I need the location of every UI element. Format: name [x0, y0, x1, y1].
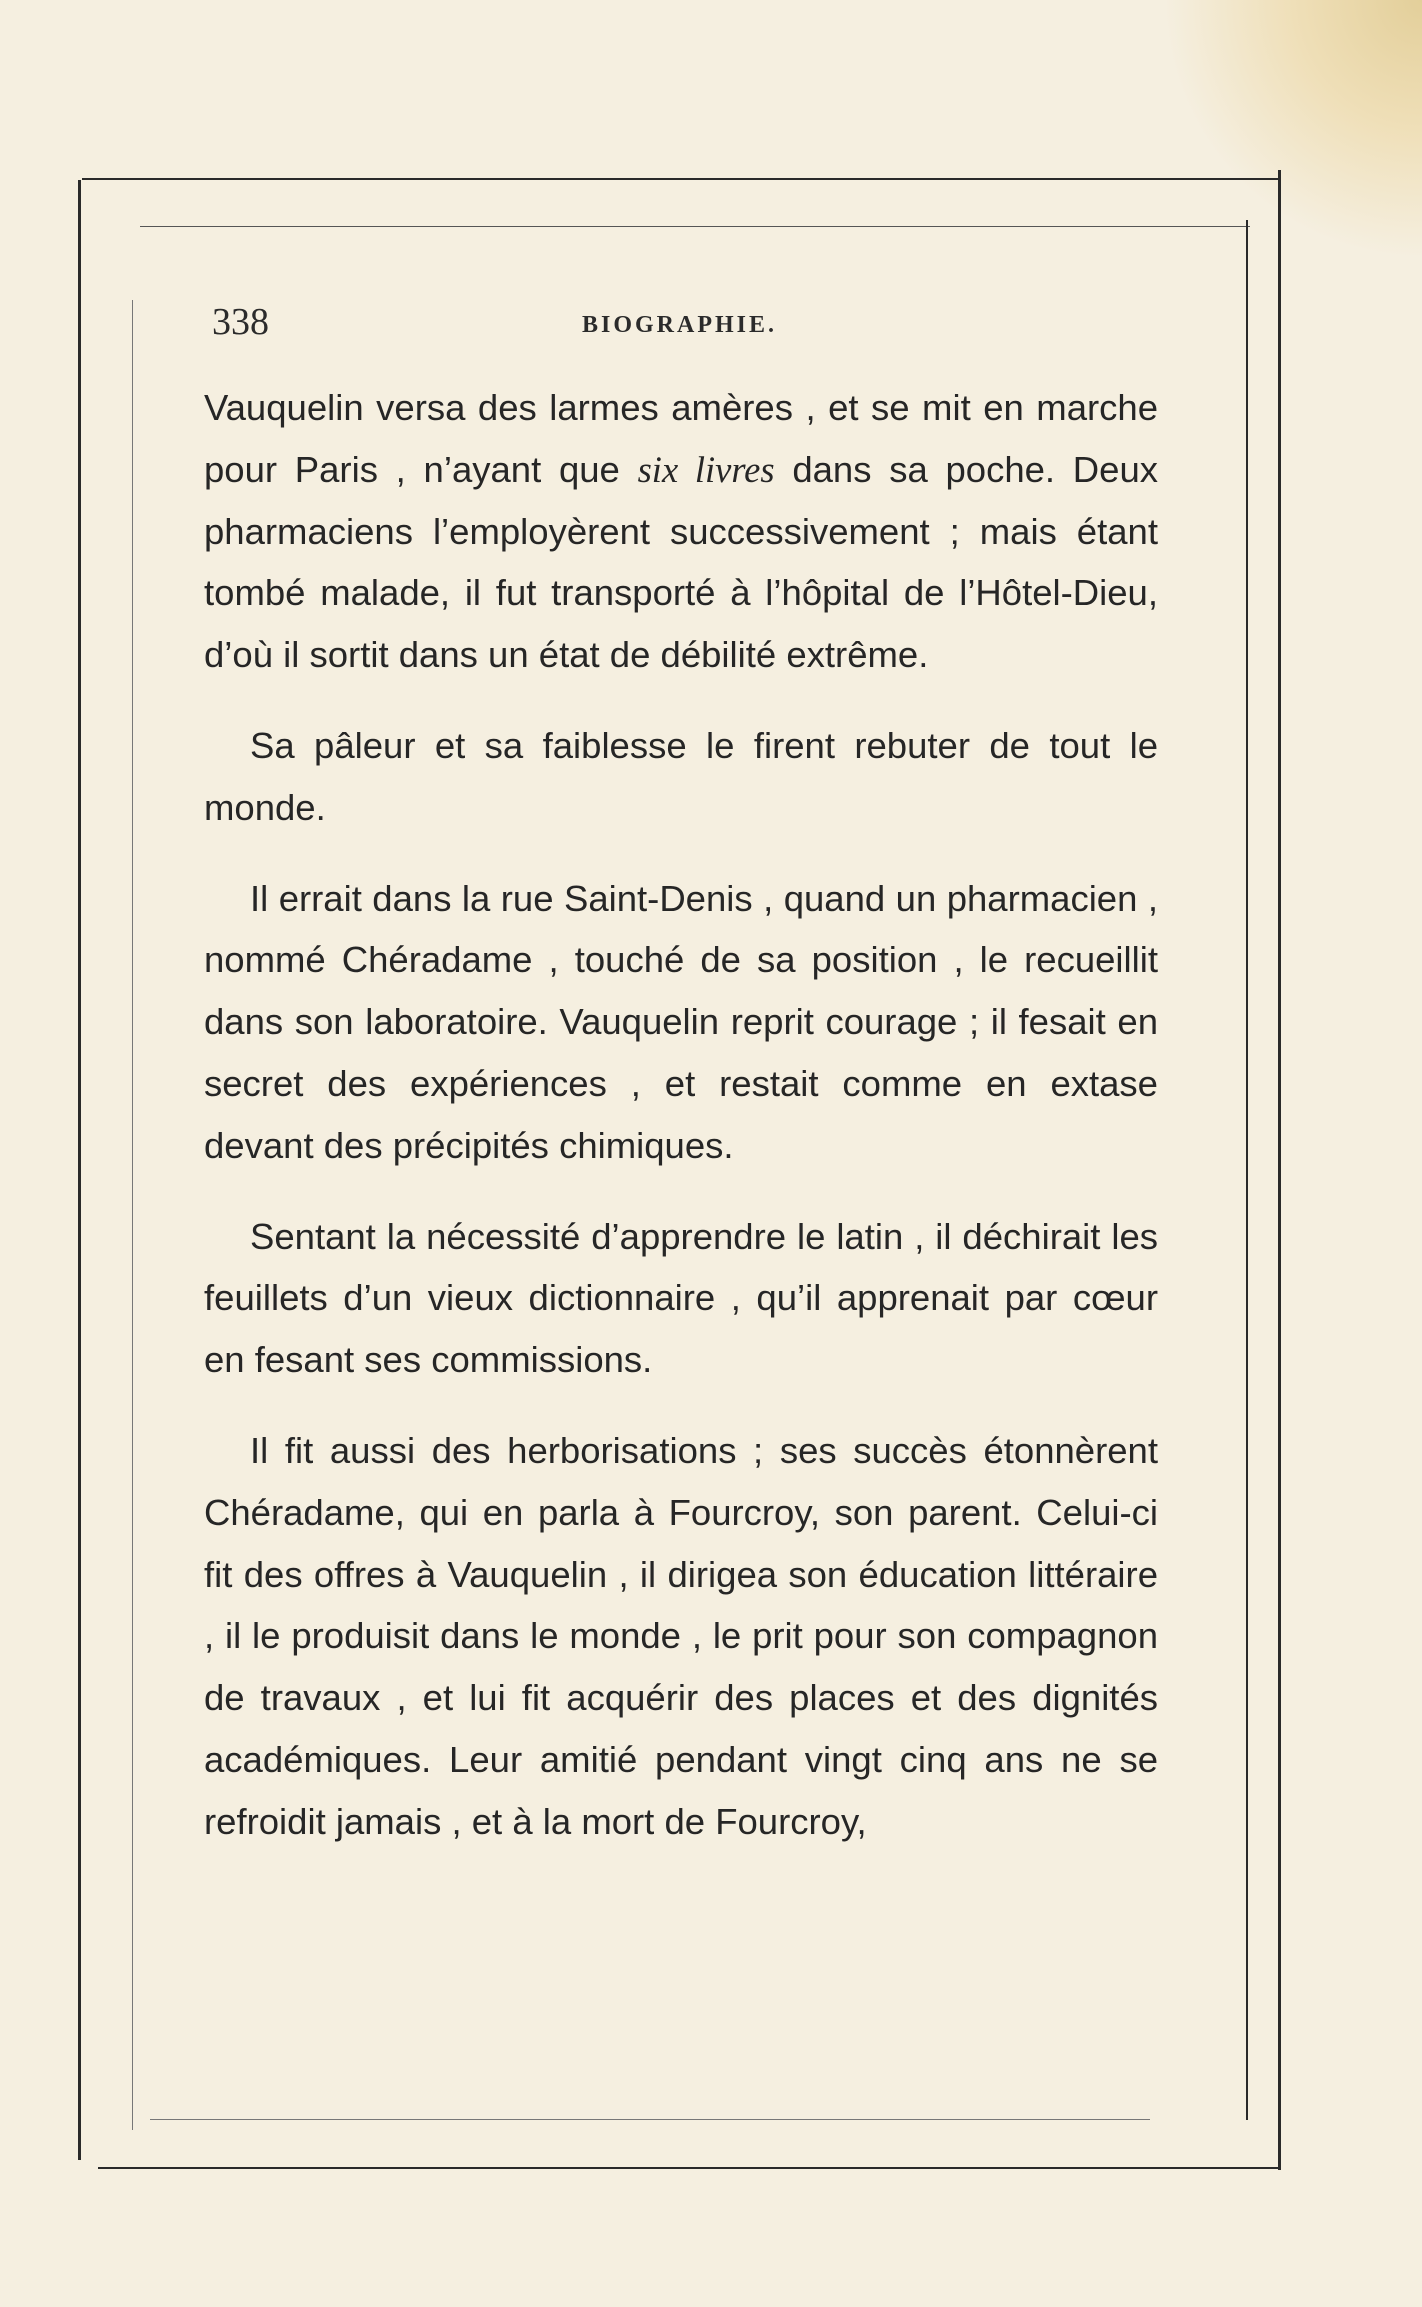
page-number: 338: [212, 301, 269, 343]
paragraph: Sa pâleur et sa faiblesse le firent rebuter de tout le monde.: [204, 724, 1158, 828]
frame-inner-left-rule: [132, 300, 133, 2130]
paragraph: Sentant la nécessité d’apprendre le latin , il déchirait les feuillets d’un vieux dictionnaire , qu’il apprenait par cœur en fesant ses commissions.: [204, 1215, 1158, 1381]
body-text: [204, 377, 1158, 1882]
frame-inner-right-rule: [1246, 220, 1248, 2120]
paragraph: [204, 377, 1158, 686]
frame-left-rule: [78, 180, 81, 2160]
running-head: BIOGRAPHIE.: [582, 312, 778, 338]
frame-right-rule: [1278, 170, 1281, 2170]
page-header: [212, 300, 1162, 350]
italic-phrase: six livres: [637, 448, 775, 490]
page-corner-shadow: [1162, 0, 1422, 260]
paragraph: Il fit aussi des herborisations ; ses succès étonnèrent Chéradame, qui en parla à Fourcroy, son parent. Celui-ci fit des offres à Vauquelin , il dirigea son éducation littéraire , il le produisit dans le monde , le prit pour son compagnon de travaux , et lui fit acquérir des places et des dignités académiques. Leur amitié pendant vingt cinq ans ne se refroidit jamais , et à la mort de Fourcroy,: [204, 1429, 1158, 1842]
frame-inner-bottom-rule: [150, 2119, 1150, 2120]
frame-bottom-rule: [98, 2167, 1280, 2169]
paragraph: Il errait dans la rue Saint-Denis , quand un pharmacien , nommé Chéradame , touché de sa position , le recueillit dans son laboratoire. Vauquelin reprit courage ; il fesait en secret des expériences , et restait comme en extase devant des précipités chimiques.: [204, 877, 1158, 1166]
frame-inner-top-rule: [140, 226, 1250, 227]
frame-top-rule: [82, 178, 1280, 180]
paragraph-text: Vauquelin versa des larmes amères , et se mit en marche pour Paris , n’ayant que: [204, 387, 1158, 490]
paragraph-text: dans sa poche. Deux pharmaciens l’employèrent successivement ; mais étant tombé malade, il fut transporté à l’hôpital de l’Hôtel-Dieu, d’où il sortit dans un état de débilité extrême.: [204, 448, 1158, 676]
